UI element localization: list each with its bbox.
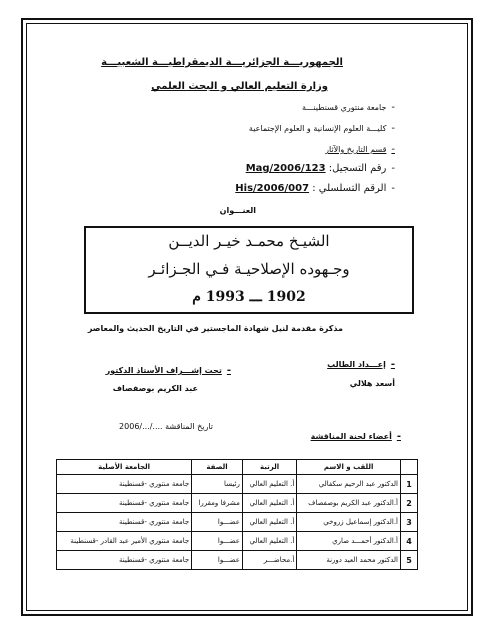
rank-header: الرتبة <box>242 460 296 475</box>
member-rank: أ.محاضـــر <box>242 551 296 570</box>
table-row <box>57 532 418 551</box>
jury-table-header <box>57 460 418 475</box>
table-row <box>57 475 418 494</box>
member-name: الدكتور محمد العيد دورنة <box>297 551 401 570</box>
bullet-icon: - <box>396 431 401 442</box>
member-rank: أ. التعليم العالي <box>242 494 296 513</box>
member-university: جامعة منتوري الأمير عبد القادر -قسنطينة <box>57 532 192 551</box>
table-row <box>57 551 418 570</box>
row-number: 5 <box>401 551 418 570</box>
defense-date: تاريخ المناقشة ..../.../2006 <box>119 422 213 431</box>
member-role: عضـــوا <box>192 551 243 570</box>
title-dates: 1902 ـــ 1993 م <box>192 289 306 305</box>
name-header: اللقب و الاسم <box>297 460 401 475</box>
member-name: أ.الدكتور إسماعيل زروخي <box>297 513 401 532</box>
department-line: -قسم التاريخ والآثار <box>325 144 395 155</box>
bullet-icon: - <box>391 183 395 194</box>
member-university: جامعة منتوري -قسنطينة <box>57 513 192 532</box>
member-university: جامعة منتوري -قسنطينة <box>57 475 192 494</box>
num-header <box>401 460 418 475</box>
member-role: رئيسا <box>192 475 243 494</box>
supervisor-label: -تحت إشـــراف الأستاذ الدكتور <box>105 365 231 376</box>
member-role: مشرفا ومقررا <box>192 494 243 513</box>
university-line: -جامعة منتوري قسنطينـــة <box>302 102 395 113</box>
row-number: 4 <box>401 532 418 551</box>
role-header: الصفة <box>192 460 243 475</box>
row-number: 2 <box>401 494 418 513</box>
member-name: أ.الدكتور أحمـــد صاري <box>297 532 401 551</box>
member-university: جامعة منتوري -قسنطينة <box>57 551 192 570</box>
serial-line: -الرقم التسلسلي : 007/His/2006 <box>235 183 395 194</box>
jury-label: -أعضاء لجنة المناقشة <box>310 431 401 442</box>
member-rank: أ. التعليم العالي <box>242 513 296 532</box>
row-number: 1 <box>401 475 418 494</box>
bullet-icon: - <box>391 144 395 155</box>
thesis-title-box <box>84 226 414 314</box>
member-name: الدكتور عبد الرحيم سكفالي <box>297 475 401 494</box>
bullet-icon: - <box>226 365 231 376</box>
table-row <box>57 494 418 513</box>
supervisor-name: عبد الكريم بوصفصاف <box>112 384 198 393</box>
bullet-icon: - <box>391 123 395 134</box>
student-label: -إعـــداد الطالب <box>327 359 395 370</box>
republic-heading: الجمهوريـــة الجزائريـــة الديمقراطيـــة الشعبيـــة <box>101 57 343 68</box>
bullet-icon: - <box>390 359 395 370</box>
member-role: عضـــوا <box>192 513 243 532</box>
ministry-heading: وزارة التعليم العالي و البحث العلمي <box>151 81 328 92</box>
member-university: جامعة منتوري -قسنطينة <box>57 494 192 513</box>
member-rank: أ. التعليم العالي <box>242 475 296 494</box>
registration-line: -رقم التسجيل: 123/Mag/2006 <box>245 163 395 174</box>
table-row <box>57 513 418 532</box>
student-name: أسعد هلالي <box>349 379 395 388</box>
bullet-icon: - <box>391 163 395 174</box>
faculty-line: -كليـــة العلوم الإنسانية و العلوم الإجتماعية <box>248 123 395 134</box>
thesis-description: مذكرة مقدمة لنيل شهادة الماجستير في التاريخ الحديث والمعاصر <box>87 324 343 333</box>
univ-header: الجامعة الأصلية <box>57 460 192 475</box>
member-rank: أ. التعليم العالي <box>242 532 296 551</box>
row-number: 3 <box>401 513 418 532</box>
member-role: عضـــوا <box>192 532 243 551</box>
jury-table <box>56 459 418 570</box>
title-heading: العنـــوان <box>219 206 256 215</box>
title-line-2: وجـهوده الإصلاحيـة فـي الجـزائـر <box>148 260 350 278</box>
title-line-1: الشيـخ محمـد خيـر الديــن <box>168 232 330 250</box>
bullet-icon: - <box>391 102 395 113</box>
member-name: أ.الدكتور عبد الكريم بوصفصاف <box>297 494 401 513</box>
